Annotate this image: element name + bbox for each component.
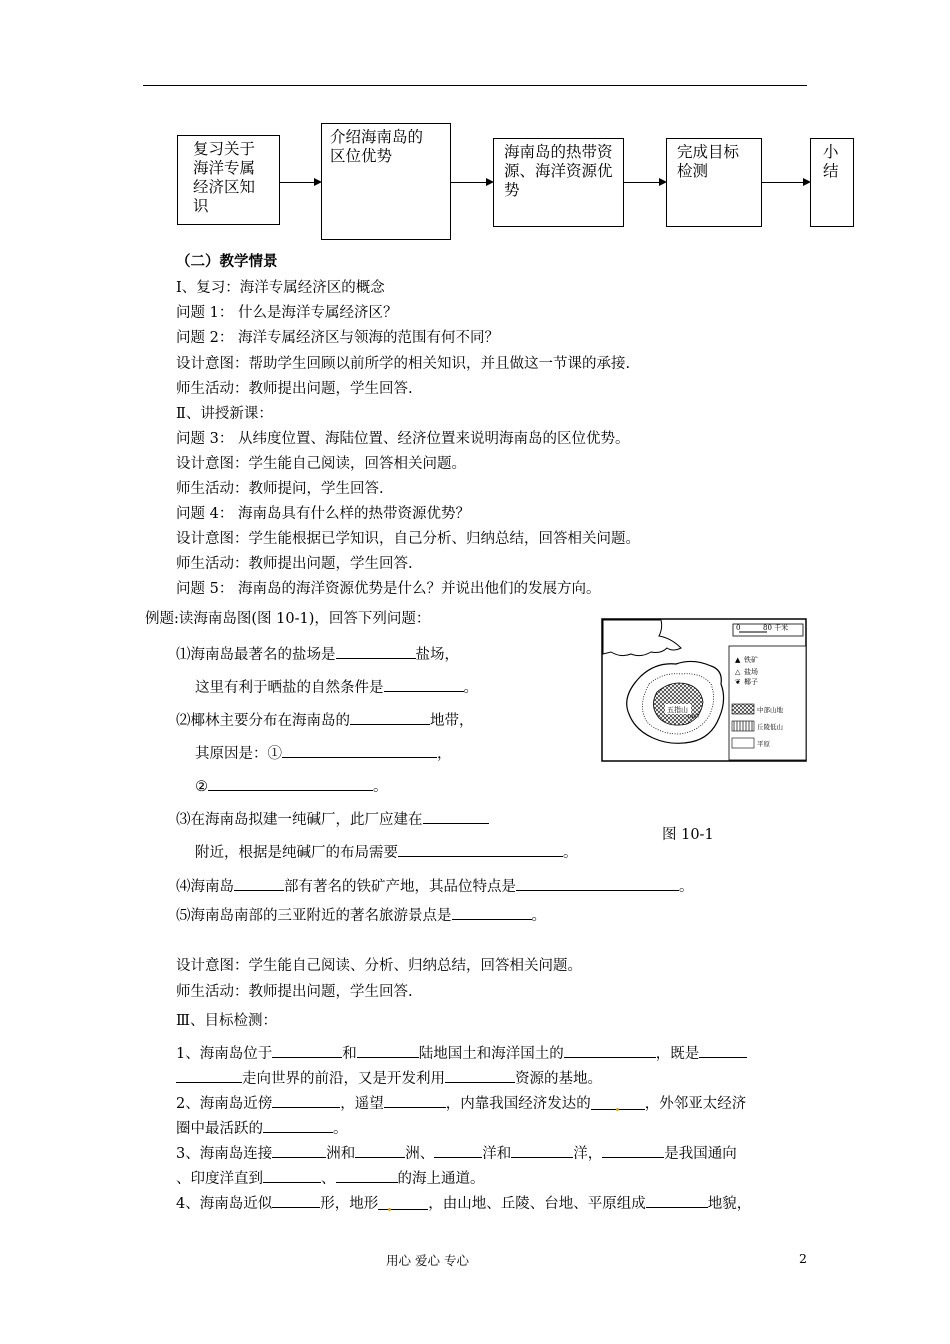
t2-text: 圈中最活跃的: [176, 1121, 263, 1137]
question-line: 问题 4： 海南岛具有什么样的热带资源优势？: [176, 506, 470, 522]
activity-line: 师生活动：教师提出问题，学生回答.: [176, 984, 413, 1000]
answer-blank[interactable]: [378, 1195, 428, 1210]
t1-text: 1、海南岛位于: [176, 1046, 273, 1062]
answer-blank[interactable]: [336, 644, 416, 659]
q2-reason-end: ，: [437, 746, 452, 762]
q2-reason2-text: ②: [195, 779, 208, 795]
t3-text: 、印度洋直到: [176, 1171, 263, 1187]
mountain-label: 五指山: [667, 706, 688, 714]
question-line: 问题 2： 海洋专属经济区与领海的范围有何不同？: [176, 330, 499, 346]
text-line: Ⅰ、复习：海洋专属经济区的概念: [176, 280, 385, 296]
answer-blank[interactable]: [176, 1068, 242, 1083]
legend-salt-icon: △: [735, 668, 741, 676]
hainan-map: [601, 618, 807, 762]
answer-blank[interactable]: [272, 1043, 342, 1058]
answer-blank[interactable]: [434, 1143, 482, 1158]
t3-text: 的海上通道。: [397, 1171, 485, 1187]
flow-box-summary: [810, 138, 854, 227]
page-footer: 用心 爱心 专心: [386, 1253, 469, 1268]
t1-text: 资源的基地。: [515, 1071, 602, 1087]
test-q2-cont: [176, 1118, 348, 1138]
example-q1-cont: [195, 677, 478, 697]
test-q2: [176, 1093, 746, 1113]
q1-cont-end: 。: [463, 680, 478, 696]
activity-line: 师生活动：教师提出问题，学生回答.: [176, 381, 413, 397]
q5-text: ⑸海南岛南部的三亚附近的著名旅游景点是: [176, 908, 452, 924]
flow-box-review-text: 复习关于海洋专属经济区知识: [193, 140, 256, 215]
mountain-height: 1867: [687, 714, 700, 720]
flow-arrow-4: [762, 182, 809, 183]
answer-blank[interactable]: [646, 1193, 708, 1208]
question-line: 问题 3： 从纬度位置、海陆位置、经济位置来说明海南岛的区位优势。: [176, 431, 630, 447]
example-q2-reason2: [195, 776, 388, 796]
answer-blank[interactable]: [423, 809, 489, 824]
t3-text: 洋和: [482, 1146, 512, 1162]
question-1: 问题 1： 什么是海洋专属经济区？: [176, 305, 398, 321]
answer-blank[interactable]: [511, 1143, 573, 1158]
flow-arrow-1: [280, 182, 320, 183]
q4-text: ⑷海南岛: [176, 879, 234, 895]
t4-text: ，由山地、丘陵、台地、平原组成: [428, 1196, 646, 1212]
q2-reason2-end: 。: [373, 779, 388, 795]
q2-text: ⑵椰林主要分布在海南岛的: [176, 713, 350, 729]
answer-blank[interactable]: [272, 1193, 320, 1208]
example-q5: [176, 905, 546, 925]
q3-cont-end: 。: [563, 845, 578, 861]
q3-cont-text: 附近，根据是纯碱厂的布局需要: [195, 845, 398, 861]
q2-text-end: 地带，: [430, 713, 474, 729]
test-q3-cont: [176, 1168, 485, 1188]
section-title: （二）教学情景: [176, 253, 278, 270]
answer-blank[interactable]: [516, 876, 679, 891]
answer-blank[interactable]: [272, 1093, 340, 1108]
question-line: 问题 5： 海南岛的海洋资源优势是什么？并说出他们的发展方向。: [176, 581, 601, 597]
test-q1-cont: [176, 1068, 602, 1088]
t1-text: 走向世界的前沿，又是开发利用: [242, 1071, 445, 1087]
legend-iron-icon: ▲: [735, 656, 741, 664]
intent-line: 设计意图：学生能自己阅读、分析、归纳总结，回答相关问题。: [176, 958, 582, 974]
t2-text: ，外邻亚太经济: [644, 1096, 747, 1112]
legend-mountain-swatch: [732, 704, 754, 714]
scale-zero: 0: [736, 624, 741, 632]
answer-blank[interactable]: [591, 1095, 645, 1110]
t3-text: 洲和: [326, 1146, 356, 1162]
t3-text: 是我国通向: [664, 1146, 737, 1162]
t4-text: 形，地形: [320, 1196, 379, 1212]
legend-iron: 铁矿: [744, 656, 758, 664]
header-rule: [143, 85, 807, 86]
legend-mountain: 中部山地: [757, 706, 783, 714]
intent-line: 设计意图：学生能自己阅读，回答相关问题。: [176, 456, 466, 472]
flow-box-test-text: 完成目标检测: [677, 143, 740, 180]
answer-blank[interactable]: [263, 1168, 321, 1183]
answer-blank[interactable]: [398, 842, 563, 857]
answer-blank[interactable]: [384, 677, 464, 692]
mark-dot: [616, 1108, 619, 1111]
legend-salt: 盐场: [744, 668, 758, 676]
t4-text: 4、海南岛近似: [176, 1196, 273, 1212]
q1-text-end: 盐场，: [415, 647, 459, 663]
answer-blank[interactable]: [602, 1143, 664, 1158]
t1-text: 和: [342, 1046, 357, 1062]
flow-box-location: [321, 123, 451, 240]
question-line: [176, 304, 397, 322]
t2-text: ，遥望: [340, 1096, 384, 1112]
example-title: 例题:读海南岛图(图 10-1)，回答下列问题：: [145, 611, 431, 627]
q5-text-end: 。: [531, 908, 546, 924]
answer-blank[interactable]: [355, 1143, 405, 1158]
mark-dot: [388, 1208, 391, 1211]
answer-blank[interactable]: [564, 1043, 656, 1058]
answer-blank[interactable]: [336, 1168, 398, 1183]
test-q1: [176, 1043, 747, 1063]
answer-blank[interactable]: [282, 743, 437, 758]
flow-box-summary-text: 小结: [823, 143, 839, 180]
figure-caption: 图 10-1: [662, 827, 714, 843]
example-q2-reason1: [195, 743, 452, 763]
t2-text: 2、海南岛近傍: [176, 1096, 273, 1112]
legend-hill: 丘陵低山: [757, 723, 783, 731]
answer-blank[interactable]: [208, 776, 373, 791]
example-q2: [176, 710, 474, 730]
t1-text: 陆地国土和海洋国土的: [418, 1046, 564, 1062]
t3-text: 洲、: [405, 1146, 435, 1162]
scale-label: 80 千米: [763, 624, 789, 632]
example-q1: [176, 644, 459, 664]
q4-text-mid: 部有著名的铁矿产地，其品位特点是: [284, 879, 516, 895]
q1-cont-text: 这里有利于晒盐的自然条件是: [195, 680, 384, 696]
q2-reason-text: 其原因是：①: [195, 746, 282, 762]
answer-blank[interactable]: [445, 1068, 515, 1083]
test-q4: [176, 1193, 751, 1213]
flow-box-test: [666, 138, 762, 227]
answer-blank[interactable]: [272, 1143, 326, 1158]
answer-blank[interactable]: [357, 1043, 419, 1058]
answer-blank[interactable]: [699, 1043, 747, 1058]
intent-line: 设计意图：帮助学生回顾以前所学的相关知识，并且做这一节课的承接.: [176, 356, 631, 372]
answer-blank[interactable]: [263, 1118, 333, 1133]
legend-coconut-icon: ❦: [735, 678, 741, 686]
t3-text: 、: [321, 1171, 336, 1187]
answer-blank[interactable]: [452, 905, 532, 920]
q4-text-end: 。: [679, 879, 694, 895]
flow-box-resources-text: 海南岛的热带资源、海洋资源优势: [504, 143, 613, 199]
text-line: Ⅱ、讲授新课：: [176, 406, 273, 422]
activity-line: 师生活动：教师提问，学生回答.: [176, 481, 384, 497]
legend-plain-swatch: [732, 738, 754, 748]
t1-text: ，既是: [655, 1046, 700, 1062]
example-q3: [176, 809, 489, 829]
answer-blank[interactable]: [384, 1093, 446, 1108]
legend-hill-swatch: [732, 721, 754, 731]
test-title: Ⅲ、目标检测：: [176, 1013, 277, 1029]
t3-text: 洋，: [573, 1146, 603, 1162]
flow-box-resources: [493, 138, 624, 227]
legend-plain: 平原: [757, 740, 770, 748]
t2-text: ，内靠我国经济发达的: [445, 1096, 591, 1112]
answer-blank[interactable]: [234, 876, 284, 891]
flow-box-location-text: 介绍海南岛的区位优势: [330, 128, 424, 165]
flow-box-review: [177, 135, 280, 225]
test-q3: [176, 1143, 737, 1163]
q1-text: ⑴海南岛最著名的盐场是: [176, 647, 336, 663]
q3-text: ⑶在海南岛拟建一纯碱厂，此厂应建在: [176, 812, 423, 828]
flow-arrow-3: [624, 182, 665, 183]
legend-coconut: 椰子: [744, 678, 758, 686]
example-q3-cont: [195, 842, 578, 862]
t4-text: 地貌，: [707, 1196, 752, 1212]
answer-blank[interactable]: [350, 710, 430, 725]
example-q4: [176, 876, 694, 896]
t3-text: 3、海南岛连接: [176, 1146, 273, 1162]
flow-arrow-2: [451, 182, 492, 183]
intent-line: 设计意图：学生能根据已学知识，自己分析、归纳总结，回答相关问题。: [176, 531, 640, 547]
page-number: 2: [799, 1251, 807, 1266]
activity-line: 师生活动：教师提出问题，学生回答.: [176, 556, 413, 572]
t2-text: 。: [333, 1121, 348, 1137]
